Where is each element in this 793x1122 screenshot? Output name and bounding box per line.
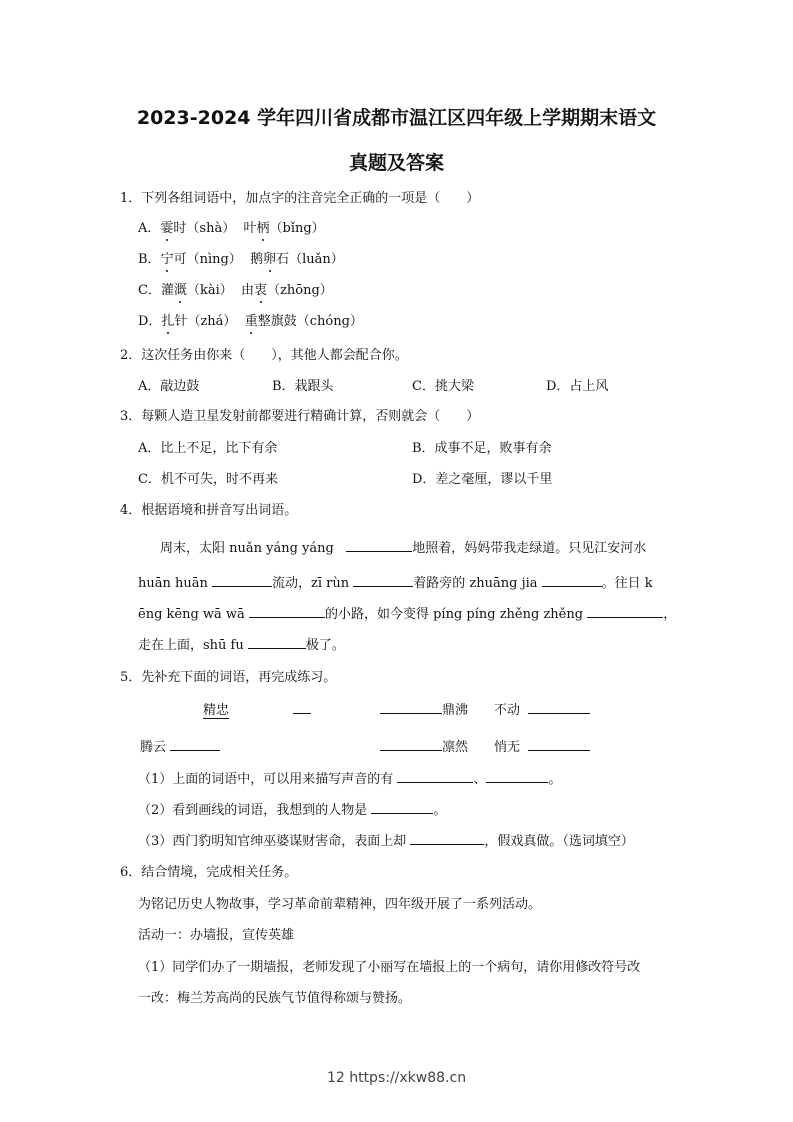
question-6-stem: 6．结合情境，完成相关任务。 xyxy=(120,865,298,880)
q5-word-3: 不动 xyxy=(494,699,590,718)
q5-word-underlined: 精忠 xyxy=(203,703,230,718)
q4-line-1: 周末，太阳 nuǎn yáng yáng 地照着，妈妈带我走绿道。只见江安河水 xyxy=(160,541,647,556)
answer-blank[interactable] xyxy=(397,770,473,783)
answer-blank[interactable] xyxy=(380,701,442,714)
q6-activity-heading: 活动一：办墙报，宣传英雄 xyxy=(138,928,295,943)
page-subtitle: 真题及答案 xyxy=(348,152,444,174)
answer-blank[interactable] xyxy=(587,605,663,618)
q2-option-a: A．敲边鼓 xyxy=(138,379,200,394)
answer-blank[interactable] xyxy=(410,832,484,845)
answer-blank[interactable] xyxy=(380,738,442,751)
question-1-stem: 1．下列各组词语中，加点字的注音完全正确的一项是（ ） xyxy=(120,191,480,206)
q5-subquestion-1: （1）上面的词语中，可以用来描写声音的有 、 。 xyxy=(138,772,562,787)
q5-word-5: 凛然 xyxy=(380,736,468,755)
q3-option-c: C．机不可失，时不再来 xyxy=(138,472,278,487)
answer-blank[interactable] xyxy=(371,801,433,814)
q5-word-4: 腾云 xyxy=(140,736,220,755)
q6-task-line-2: 一改：梅兰芳高尚的民族气节值得称颂与赞扬。 xyxy=(138,991,412,1006)
q2-option-c: C．挑大梁 xyxy=(412,379,474,394)
q1-option-d: D．扎针（zhá） 重整旗鼓（chóng） xyxy=(138,314,363,329)
answer-blank[interactable] xyxy=(353,574,413,587)
q5-subquestion-3: （3）西门豹明知官绅巫婆谋财害命，表面上却 ，假戏真做。（选词填空） xyxy=(138,834,634,849)
q4-line-2: huān huān 流动，zī rùn 着路旁的 zhuāng jia 。往日 k xyxy=(138,576,653,591)
q5-word-2: 鼎沸 xyxy=(380,699,468,718)
answer-blank[interactable] xyxy=(249,605,325,618)
answer-blank[interactable] xyxy=(248,636,306,649)
q6-task-line-1: （1）同学们办了一期墙报，老师发现了小丽写在墙报上的一个病句，请你用修改符号改 xyxy=(138,960,641,975)
answer-blank[interactable] xyxy=(346,539,412,552)
answer-blank[interactable] xyxy=(528,701,590,714)
page-footer: 12 https://xkw88.cn xyxy=(326,1070,467,1086)
q5-word-6: 悄无 xyxy=(494,736,590,755)
question-2-stem: 2．这次任务由你来（ ），其他人都会配合你。 xyxy=(120,348,408,363)
q4-line-4: 走在上面，shū fu 极了。 xyxy=(138,638,345,653)
question-5-stem: 5．先补充下面的词语，再完成练习。 xyxy=(120,670,337,685)
q5-subquestion-2: （2）看到画线的词语，我想到的人物是 。 xyxy=(138,803,447,818)
q3-option-b: B．成事不足，败事有余 xyxy=(412,441,552,456)
q3-option-a: A．比上不足，比下有余 xyxy=(138,441,278,456)
q1-option-a: A．霎时（shà） 叶柄（bǐng） xyxy=(138,221,325,236)
answer-blank[interactable] xyxy=(170,738,220,751)
q6-intro: 为铭记历史人物故事，学习革命前辈精神，四年级开展了一系列活动。 xyxy=(138,897,542,912)
answer-blank[interactable] xyxy=(542,574,602,587)
page-title: 2023-2024 学年四川省成都市温江区四年级上学期期末语文 xyxy=(136,107,657,129)
answer-blank[interactable] xyxy=(486,770,548,783)
q2-option-b: B．栽跟头 xyxy=(272,379,334,394)
q1-option-c: C．灌溉（kài） 由衷（zhōng） xyxy=(138,283,333,298)
q3-option-d: D．差之毫厘，谬以千里 xyxy=(412,472,553,487)
q2-option-d: D．占上风 xyxy=(546,379,609,394)
question-3-stem: 3．每颗人造卫星发射前都要进行精确计算，否则就会（ ） xyxy=(120,409,480,424)
answer-blank[interactable] xyxy=(528,738,590,751)
q5-blank-1[interactable] xyxy=(293,699,311,718)
q1-option-b: B．宁可（nìng） 鹅卵石（luǎn） xyxy=(138,252,344,267)
q4-line-3: ēng kēng wā wā 的小路，如今变得 píng píng zhěng zhěng ， xyxy=(138,607,677,622)
answer-blank[interactable] xyxy=(212,574,272,587)
question-4-stem: 4．根据语境和拼音写出词语。 xyxy=(120,503,298,518)
